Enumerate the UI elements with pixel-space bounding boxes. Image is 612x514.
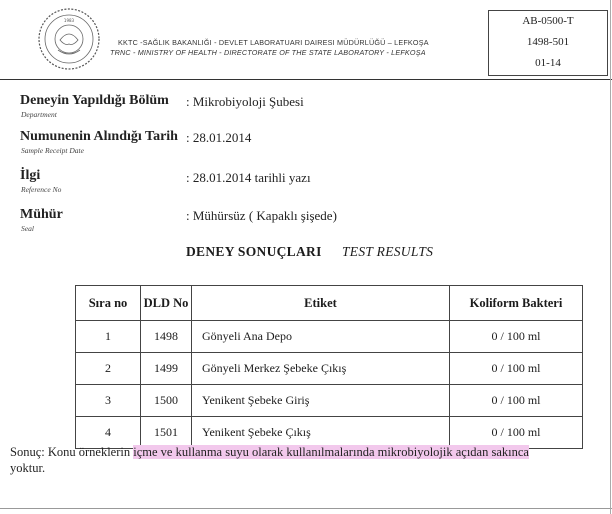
table-row [76, 385, 583, 417]
test-results-title-turkish: DENEY SONUÇLARI [186, 244, 322, 259]
document-code-box [488, 10, 608, 76]
results-table [75, 285, 583, 449]
department-label: Deneyin Yapıldığı Bölüm [20, 93, 169, 108]
state-seal-emblem [36, 6, 102, 72]
reference-value: : 28.01.2014 tarihli yazı [186, 170, 311, 185]
cell-label: Yenikent Şebeke Giriş [192, 385, 450, 417]
conclusion-text [10, 444, 610, 476]
sample-date-label: Numunenin Alındığı Tarih [20, 129, 178, 144]
header-divider [0, 79, 612, 80]
reference-sublabel: Reference No [21, 185, 62, 194]
conclusion-suffix: yoktur. [10, 461, 46, 475]
page-right-edge [610, 0, 611, 514]
column-header-dld-no: DLD No [141, 286, 192, 321]
cell-order: 1 [76, 321, 141, 353]
page-bottom-edge [0, 508, 612, 509]
ministry-name-turkish: KKTC -SAĞLIK BAKANLIĞI - DEVLET LABORATUARI DAIRESI MÜDÜRLÜĞÜ – LEFKOŞA [118, 38, 429, 47]
conclusion-highlighted-text: içme ve kullanma suyu olarak kullanılmalarında mikrobiyolojik açıdan sakınca [133, 445, 529, 459]
cell-order: 4 [76, 417, 141, 449]
cell-coliform: 0 / 100 ml [450, 353, 583, 385]
table-row [76, 321, 583, 353]
sample-date-value: : 28.01.2014 [186, 130, 252, 145]
column-header-order: Sıra no [76, 286, 141, 321]
cell-coliform: 0 / 100 ml [450, 321, 583, 353]
ministry-name-english: TRNC - MINISTRY OF HEALTH - DIRECTORATE OF THE STATE LABORATORY - LEFKOŞA [110, 48, 426, 57]
test-results-title-english: TEST RESULTS [342, 244, 434, 259]
column-header-coliform: Koliform Bakteri [450, 286, 583, 321]
cell-dld-no: 1501 [141, 417, 192, 449]
sample-date-sublabel: Sample Receipt Date [21, 146, 84, 155]
cell-label: Yenikent Şebeke Çıkış [192, 417, 450, 449]
cell-coliform: 0 / 100 ml [450, 385, 583, 417]
department-sublabel: Department [21, 110, 57, 119]
table-header-row [76, 286, 583, 321]
seal-value: : Mühürsüz ( Kapaklı şişede) [186, 208, 337, 223]
cell-dld-no: 1499 [141, 353, 192, 385]
reference-label: İlgi [20, 168, 41, 183]
seal-sublabel: Seal [21, 224, 34, 233]
seal-label: Mühür [20, 207, 63, 222]
cell-dld-no: 1500 [141, 385, 192, 417]
reference-code: 1498-501 [526, 36, 570, 48]
cell-order: 3 [76, 385, 141, 417]
department-value: : Mikrobiyoloji Şubesi [186, 94, 304, 109]
cell-label: Gönyeli Merkez Şebeke Çıkış [192, 353, 450, 385]
period-code: 01-14 [535, 57, 561, 69]
cell-coliform: 0 / 100 ml [450, 417, 583, 449]
column-header-label: Etiket [192, 286, 450, 321]
cell-dld-no: 1498 [141, 321, 192, 353]
form-code: AB-0500-T [522, 15, 574, 27]
seal-year: 1983 [63, 18, 75, 23]
cell-label: Gönyeli Ana Depo [192, 321, 450, 353]
cell-order: 2 [76, 353, 141, 385]
conclusion-prefix: Sonuç: Konu örneklerin [10, 445, 134, 459]
table-row [76, 353, 583, 385]
